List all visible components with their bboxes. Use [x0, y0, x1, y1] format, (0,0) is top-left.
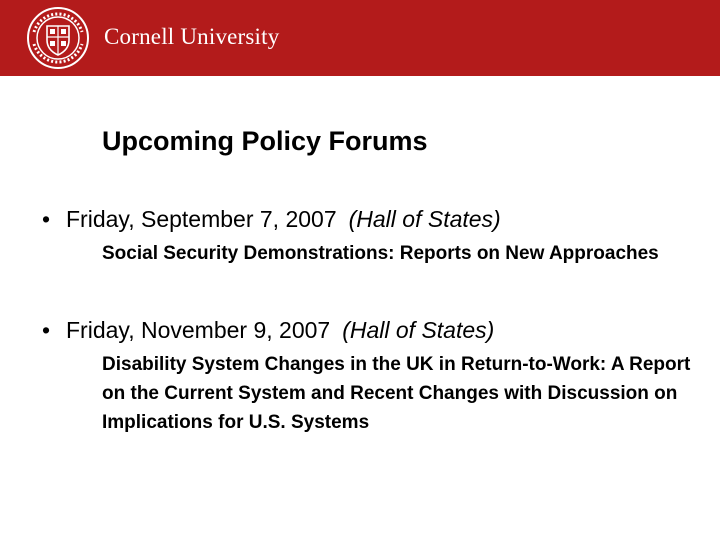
cornell-seal-icon — [26, 6, 90, 70]
forum-item — [36, 316, 691, 437]
header-bar — [0, 0, 720, 76]
bullet-icon: • — [42, 206, 51, 232]
page-title: Upcoming Policy Forums — [102, 126, 428, 156]
bullet-icon: • — [42, 317, 51, 343]
university-wordmark: Cornell University — [104, 24, 280, 49]
forum-description: Social Security Demonstrations: Reports on New Approaches — [102, 243, 659, 264]
forum-date: Friday, November 9, 2007 — [66, 317, 331, 343]
forum-heading — [36, 205, 686, 233]
forum-heading — [36, 316, 686, 344]
forum-venue: (Hall of States) — [348, 206, 501, 232]
forum-date: Friday, September 7, 2007 — [66, 206, 337, 232]
forum-item — [36, 205, 686, 268]
forum-venue: (Hall of States) — [342, 317, 495, 343]
forum-description: Disability System Changes in the UK in Return-to-Work: A Report on the Current System and Recent Changes with Discussion on Implications for U.S. Systems — [102, 354, 691, 433]
